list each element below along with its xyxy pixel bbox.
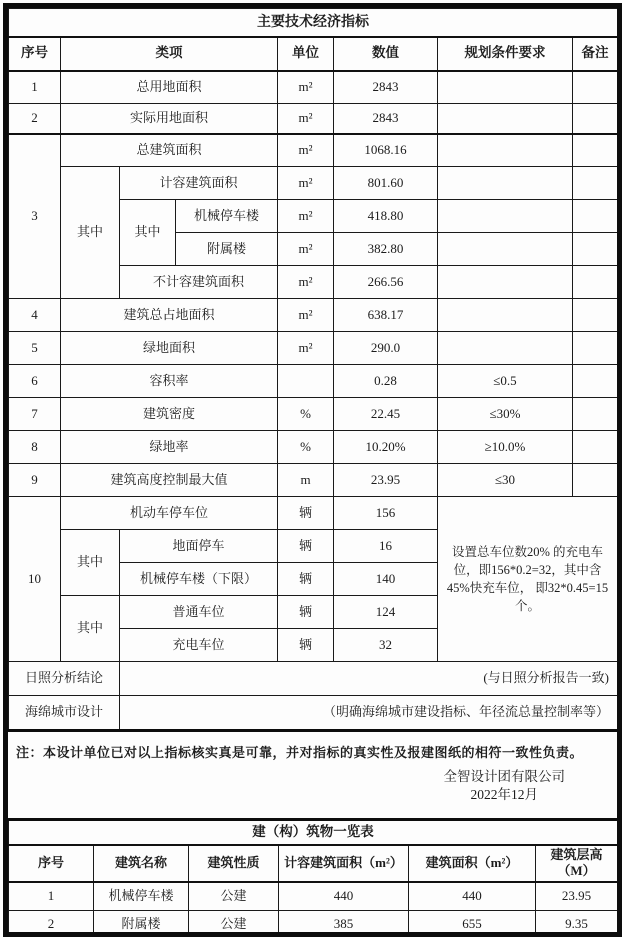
value-cell: 290.0: [334, 332, 438, 365]
table-row: [9, 104, 618, 134]
category-cell: 总建筑面积: [61, 134, 278, 167]
table-row: [9, 662, 618, 696]
header-counted-area: 计容建筑面积（m²）: [279, 845, 409, 882]
table-row: [9, 696, 618, 731]
table-row: [9, 332, 618, 365]
value-cell: 418.80: [334, 200, 438, 233]
signature-date: 2022年12月: [470, 787, 538, 803]
header-planning: 规划条件要求: [438, 37, 573, 71]
sponge-label-cell: 海绵城市设计: [9, 696, 120, 731]
table-row: [9, 299, 618, 332]
planning-cell: [438, 167, 573, 200]
value-cell: 0.28: [334, 365, 438, 398]
value-cell: 16: [334, 530, 438, 563]
value-cell: 2843: [334, 71, 438, 104]
value-cell: 140: [334, 563, 438, 596]
building-list-table: [8, 818, 618, 937]
value-cell: 32: [334, 629, 438, 662]
header-no: 序号: [9, 37, 61, 71]
row-no-cell: 7: [9, 398, 61, 431]
remark-cell: [573, 233, 618, 266]
building-name-cell: 附属楼: [94, 911, 189, 938]
main-table-title: 主要技术经济指标: [9, 9, 618, 37]
planning-cell: [438, 134, 573, 167]
building-name-cell: 机械停车楼: [94, 882, 189, 911]
table-row: [9, 134, 618, 167]
table-row: [9, 820, 618, 845]
value-cell: 22.45: [334, 398, 438, 431]
unit-cell: m²: [278, 134, 334, 167]
planning-cell: ≤0.5: [438, 365, 573, 398]
unit-cell: 辆: [278, 596, 334, 629]
remark-cell: [573, 365, 618, 398]
note-area: [8, 732, 617, 818]
planning-cell: [438, 299, 573, 332]
among-cell: 其中: [120, 200, 176, 266]
unit-cell: m²: [278, 266, 334, 299]
table-row: [9, 71, 618, 104]
header-unit: 单位: [278, 37, 334, 71]
remark-cell: [573, 266, 618, 299]
category-cell: 附属楼: [176, 233, 278, 266]
unit-cell: [278, 365, 334, 398]
unit-cell: 辆: [278, 530, 334, 563]
row-no-cell: 6: [9, 365, 61, 398]
category-cell: 普通车位: [120, 596, 278, 629]
planning-cell: [438, 266, 573, 299]
row-no-cell: 4: [9, 299, 61, 332]
header-remark: 备注: [573, 37, 618, 71]
value-cell: 23.95: [334, 464, 438, 497]
table-row: [9, 911, 618, 938]
planning-cell: ≤30: [438, 464, 573, 497]
category-cell: 机械停车楼: [176, 200, 278, 233]
building-height-cell: 9.35: [536, 911, 618, 938]
counted-area-cell: 440: [279, 882, 409, 911]
table-row: [9, 9, 618, 37]
sunshine-value-cell: (与日照分析报告一致): [120, 662, 618, 696]
value-cell: 10.20%: [334, 431, 438, 464]
among-cell: 其中: [61, 596, 120, 662]
value-cell: 638.17: [334, 299, 438, 332]
category-cell: 机动车停车位: [61, 497, 278, 530]
remark-cell: [573, 332, 618, 365]
planning-cell: [438, 233, 573, 266]
row-no-cell: 8: [9, 431, 61, 464]
unit-cell: 辆: [278, 629, 334, 662]
category-cell: 绿地率: [61, 431, 278, 464]
remark-cell: [573, 167, 618, 200]
building-height-cell: 23.95: [536, 882, 618, 911]
unit-cell: m²: [278, 167, 334, 200]
header-building-height: 建筑层高（M）: [536, 845, 618, 882]
table-row: [9, 497, 618, 530]
value-cell: 124: [334, 596, 438, 629]
table-row: [9, 431, 618, 464]
header-value: 数值: [334, 37, 438, 71]
declaration-note: 注：本设计单位已对以上指标核实真是可靠，并对指标的真实性及报建图纸的相符一致性负责。: [16, 745, 584, 760]
header-category: 类项: [61, 37, 278, 71]
value-cell: 801.60: [334, 167, 438, 200]
category-cell: 建筑密度: [61, 398, 278, 431]
row-no-cell: 1: [9, 882, 94, 911]
building-area-cell: 440: [409, 882, 536, 911]
category-cell: 总用地面积: [61, 71, 278, 104]
unit-cell: m: [278, 464, 334, 497]
remark-cell: [573, 398, 618, 431]
building-area-cell: 655: [409, 911, 536, 938]
value-cell: 2843: [334, 104, 438, 134]
counted-area-cell: 385: [279, 911, 409, 938]
table-row: [9, 398, 618, 431]
header-building-type: 建筑性质: [189, 845, 279, 882]
row-no-cell: 10: [9, 497, 61, 662]
sponge-value-cell: （明确海绵城市建设指标、年径流总量控制率等）: [120, 696, 618, 731]
unit-cell: m²: [278, 332, 334, 365]
category-cell: 绿地面积: [61, 332, 278, 365]
main-indicators-table: [8, 8, 618, 732]
unit-cell: %: [278, 398, 334, 431]
category-cell: 容积率: [61, 365, 278, 398]
table-row: [9, 365, 618, 398]
table-header-row: [9, 37, 618, 71]
planning-cell: ≥10.0%: [438, 431, 573, 464]
table-row: [9, 882, 618, 911]
value-cell: 382.80: [334, 233, 438, 266]
category-cell: 机械停车楼（下限）: [120, 563, 278, 596]
category-cell: 实际用地面积: [61, 104, 278, 134]
signature-block: [444, 768, 566, 804]
remark-cell: [573, 431, 618, 464]
unit-cell: m²: [278, 104, 334, 134]
company-name: 全智设计团有限公司: [443, 769, 565, 784]
unit-cell: 辆: [278, 563, 334, 596]
unit-cell: m²: [278, 299, 334, 332]
table-header-row: [9, 845, 618, 882]
category-cell: 充电车位: [120, 629, 278, 662]
remark-cell: [573, 200, 618, 233]
planning-cell: [438, 104, 573, 134]
row-no-cell: 2: [9, 911, 94, 938]
table-row: [9, 167, 618, 200]
category-cell: 不计容建筑面积: [120, 266, 278, 299]
unit-cell: m²: [278, 71, 334, 104]
header-no: 序号: [9, 845, 94, 882]
among-cell: 其中: [61, 167, 120, 299]
list-table-title: 建（构）筑物一览表: [9, 820, 618, 845]
unit-cell: 辆: [278, 497, 334, 530]
remark-cell: [573, 464, 618, 497]
parking-remark-cell: 设置总车位数20% 的充电车位，即156*0.2=32，其中含45%快充车位， 即32*0.45=15个。: [438, 497, 618, 662]
unit-cell: m²: [278, 233, 334, 266]
table-row: [9, 464, 618, 497]
category-cell: 地面停车: [120, 530, 278, 563]
value-cell: 156: [334, 497, 438, 530]
building-type-cell: 公建: [189, 882, 279, 911]
category-cell: 建筑总占地面积: [61, 299, 278, 332]
planning-cell: ≤30%: [438, 398, 573, 431]
building-type-cell: 公建: [189, 911, 279, 938]
planning-cell: [438, 200, 573, 233]
sunshine-label-cell: 日照分析结论: [9, 662, 120, 696]
unit-cell: m²: [278, 200, 334, 233]
row-no-cell: 5: [9, 332, 61, 365]
row-no-cell: 3: [9, 134, 61, 299]
value-cell: 1068.16: [334, 134, 438, 167]
row-no-cell: 1: [9, 71, 61, 104]
unit-cell: %: [278, 431, 334, 464]
remark-cell: [573, 299, 618, 332]
remark-cell: [573, 104, 618, 134]
among-cell: 其中: [61, 530, 120, 596]
planning-cell: [438, 71, 573, 104]
category-cell: 计容建筑面积: [120, 167, 278, 200]
header-building-area: 建筑面积（m²）: [409, 845, 536, 882]
row-no-cell: 9: [9, 464, 61, 497]
remark-cell: [573, 71, 618, 104]
header-building-name: 建筑名称: [94, 845, 189, 882]
drawing-sheet: [3, 3, 622, 937]
category-cell: 建筑高度控制最大值: [61, 464, 278, 497]
value-cell: 266.56: [334, 266, 438, 299]
remark-cell: [573, 134, 618, 167]
row-no-cell: 2: [9, 104, 61, 134]
planning-cell: [438, 332, 573, 365]
